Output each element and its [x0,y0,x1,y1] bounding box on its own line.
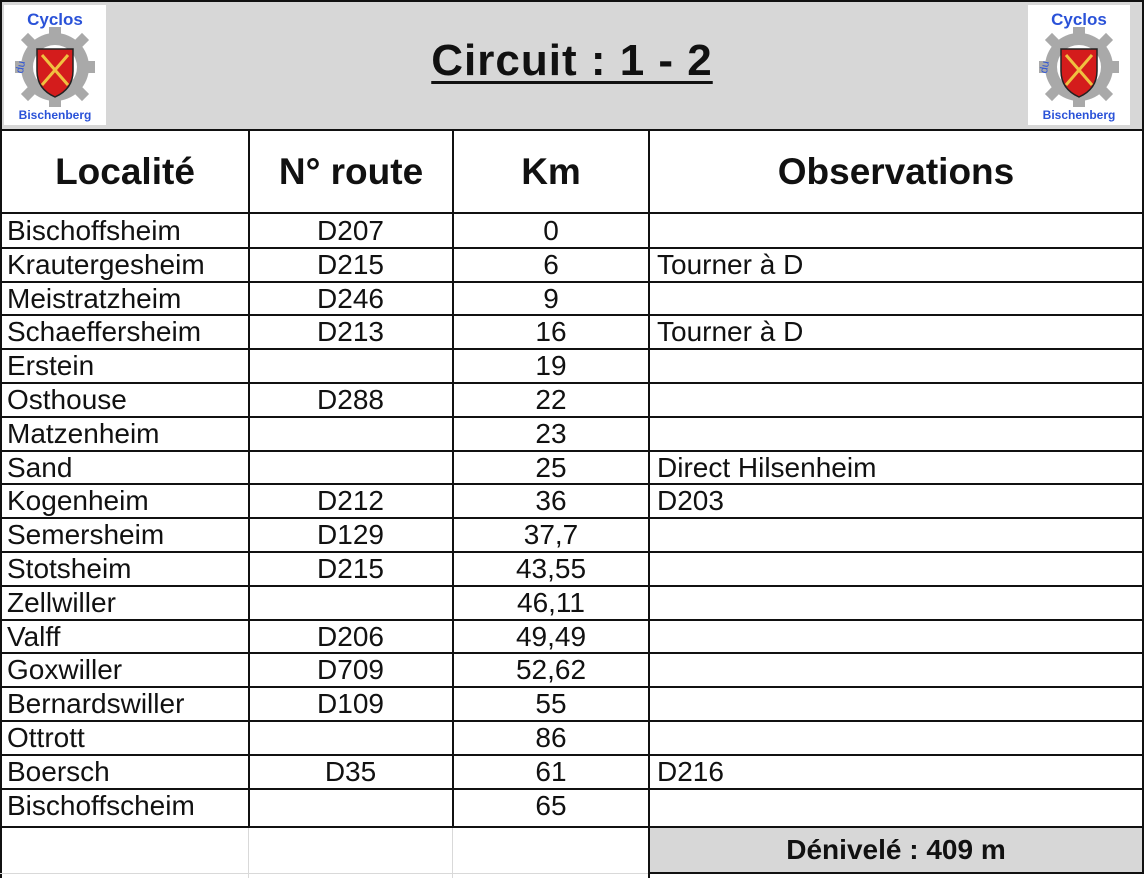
col-header-localite: Localité [55,151,195,192]
cell-route [250,586,451,620]
row-divider [0,754,1144,756]
cell-km: 23 [535,417,567,449]
cell-localite: Krautergesheim [7,248,205,280]
sheet-gridline [0,873,648,874]
svg-text:Bischenberg: Bischenberg [1042,108,1116,122]
cell-route [250,721,451,755]
page-title [0,36,1144,86]
cell-km: 43,55 [515,553,587,584]
table-bottom-border [0,826,650,828]
svg-text:Bischenberg: Bischenberg [18,108,92,122]
row-divider [0,348,1144,350]
cell-km: 25 [535,451,567,483]
row-divider [0,281,1144,283]
cell-observations [657,653,1137,687]
cell-km: 36 [535,485,567,517]
cell-km: 22 [535,384,567,415]
cell-route: D35 [324,755,377,787]
cell-km: 49,49 [515,620,587,652]
cell-route [250,451,451,485]
cell-localite: Bernardswiller [7,688,185,720]
cell-km: 0 [543,215,559,246]
cell-route: D213 [317,316,384,348]
cell-observations [657,586,1137,620]
cell-km: 46,11 [517,586,585,618]
cell-km: 52,62 [515,654,587,686]
row-divider [0,585,1144,587]
cell-route: D129 [317,519,384,551]
cell-observations: Direct Hilsenheim [657,451,877,483]
row-divider [0,619,1144,621]
cell-route: D709 [317,654,384,686]
sheet-gridline [248,828,249,878]
border-top [0,0,1144,2]
cell-km: 19 [535,350,567,382]
row-divider [0,247,1144,249]
cell-observations: Tourner à D [657,248,804,280]
cell-route: D207 [317,215,384,246]
sheet-gridline [452,828,453,878]
denivele-text: Dénivelé : 409 m [786,834,1006,865]
svg-text:du: du [1038,60,1052,75]
cell-route: D212 [317,485,384,517]
cell-route: D206 [317,620,384,652]
svg-text:du: du [14,60,28,75]
row-divider [0,483,1144,485]
cell-route [250,789,451,823]
cell-observations [657,349,1137,383]
svg-text:Cyclos: Cyclos [1051,10,1107,29]
cell-observations: Tourner à D [657,316,804,348]
row-divider [0,382,1144,384]
cell-observations [657,518,1137,552]
cell-localite: Matzenheim [7,417,160,449]
cell-localite: Erstein [7,350,95,382]
cell-km: 9 [543,282,559,314]
cell-observations [657,417,1137,451]
cell-localite: Stotsheim [7,553,132,584]
cell-localite: Bischoffsheim [7,215,181,246]
cell-observations [657,687,1137,721]
cell-localite: Ottrott [7,722,85,753]
row-divider [0,314,1144,316]
cell-observations [657,383,1137,417]
row-divider [0,652,1144,654]
cell-localite: Valff [7,620,61,652]
cell-route: D109 [317,688,384,720]
cell-observations [657,620,1137,654]
border-right [1142,0,1144,828]
cell-observations: D216 [657,755,724,787]
cell-observations [657,721,1137,755]
cell-localite: Zellwiller [7,586,116,618]
row-divider [0,416,1144,418]
row-divider [0,551,1144,553]
cell-localite: Osthouse [7,384,127,415]
cell-localite: Goxwiller [7,654,123,686]
cell-localite: Schaeffersheim [7,316,202,348]
cell-km: 37,7 [523,519,579,551]
summary-bottom-border [648,872,1144,874]
cell-observations [657,789,1137,823]
cell-km: 65 [535,789,567,821]
denivele-summary [650,828,1142,872]
cell-observations [657,214,1137,248]
cell-observations [657,282,1137,316]
col-header-route: N° route [278,151,424,192]
col-header-km: Km [521,151,581,192]
cell-route: D246 [317,282,384,314]
cell-localite: Sand [7,451,73,483]
cell-localite: Meistratzheim [7,282,182,314]
cell-route: D288 [317,384,384,415]
row-divider [0,686,1144,688]
cell-localite: Boersch [7,755,110,787]
row-divider [0,450,1144,452]
summary-right-border [1142,826,1144,874]
cell-route: D215 [317,553,384,584]
row-divider [0,720,1144,722]
cell-localite: Semersheim [7,519,165,551]
col-header-observations: Observations [777,151,1015,192]
cell-route: D215 [317,248,384,280]
cell-observations [657,552,1137,586]
svg-text:Cyclos: Cyclos [27,10,83,29]
row-divider [0,517,1144,519]
cell-km: 16 [535,316,567,348]
cell-route [250,417,451,451]
cell-localite: Bischoffscheim [7,789,195,821]
cell-observations: D203 [657,485,724,517]
page-title-text: Circuit : 1 - 2 [431,36,713,85]
row-divider [0,788,1144,790]
cell-km: 55 [535,688,567,720]
cell-km: 6 [543,248,559,280]
cell-localite: Kogenheim [7,485,149,517]
cell-km: 86 [535,722,567,753]
cell-km: 61 [535,755,567,787]
cell-route [250,349,451,383]
col-divider-3 [648,130,650,878]
header-divider [0,129,1144,131]
